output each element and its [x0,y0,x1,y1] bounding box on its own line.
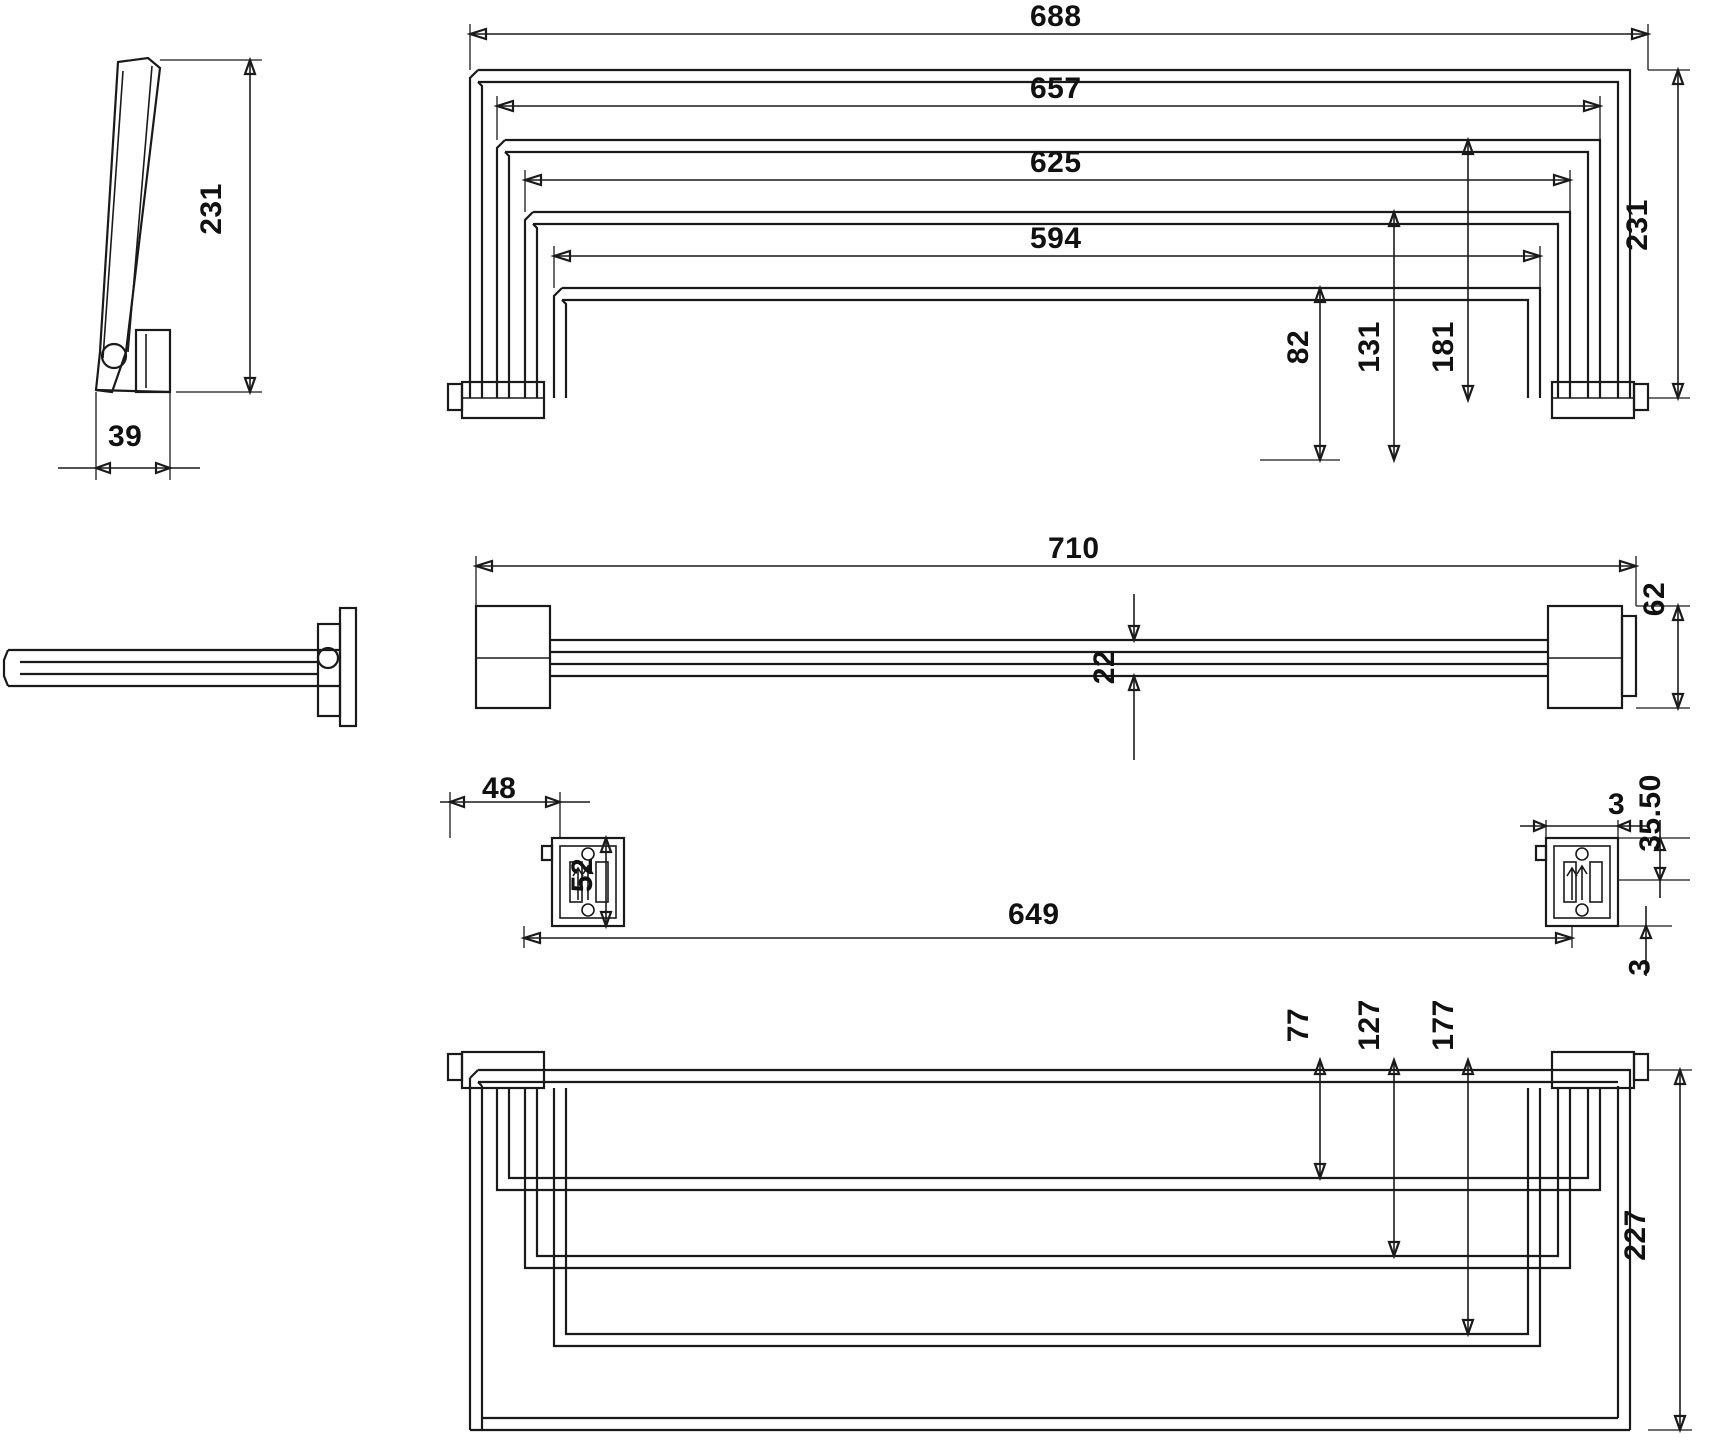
dim-label-48: 48 [482,772,517,805]
dim-label-52: 52 [566,857,600,893]
dim-label-594: 594 [1030,222,1082,255]
dim-227 [1648,1070,1692,1430]
mounting-bracket-right-geometry [1536,838,1618,926]
dim-177 [1463,1060,1473,1334]
front-view-single-rail-geometry [476,606,1636,708]
side-view-top-left-geometry [96,58,170,392]
dim-label-39: 39 [108,420,143,453]
dim-label-3-bottom: 3 [1623,958,1657,976]
dim-label-710: 710 [1048,532,1100,565]
dim-82 [1260,288,1340,460]
dim-label-77: 77 [1282,1007,1316,1043]
dim-label-177: 177 [1426,999,1460,1051]
dim-label-62: 62 [1638,581,1672,617]
dim-label-657: 657 [1030,72,1082,105]
dim-label-649: 649 [1008,898,1060,931]
dim-77 [1315,1060,1325,1178]
dim-label-231-left: 231 [194,183,228,235]
dim-label-231-right: 231 [1620,199,1654,251]
dim-label-3550: 35.50 [1633,774,1667,852]
dim-label-3-top: 3 [1608,788,1626,821]
dim-127 [1389,1060,1399,1256]
dim-131 [1389,212,1399,460]
dim-label-688: 688 [1030,0,1082,33]
dim-label-22: 22 [1088,649,1122,685]
dim-label-181: 181 [1426,321,1460,373]
dim-62 [1636,606,1690,708]
dim-181 [1463,140,1473,400]
dim-label-131: 131 [1352,321,1386,373]
dim-label-82: 82 [1282,329,1316,365]
dim-label-127: 127 [1352,999,1386,1051]
dim-label-625: 625 [1030,146,1082,179]
dim-label-227: 227 [1618,1209,1652,1261]
side-view-left-middle-geometry [4,608,356,726]
